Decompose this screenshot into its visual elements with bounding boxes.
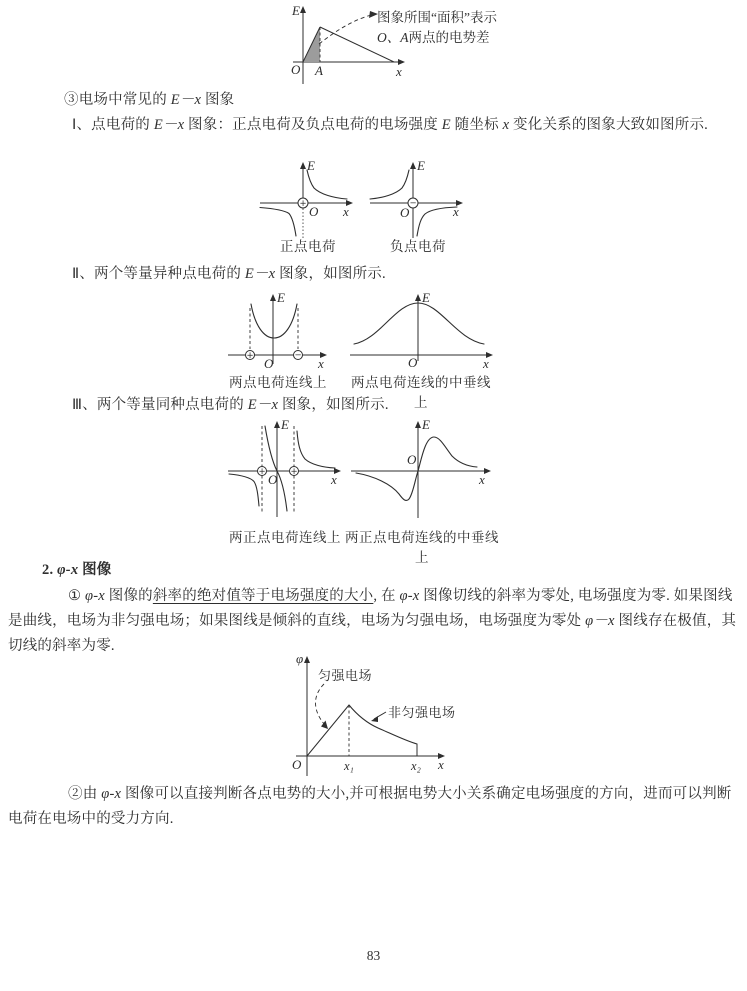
e-axis-arrow-icon: [300, 6, 306, 13]
axis-label-e: E: [281, 417, 289, 432]
origin-label: O: [268, 472, 278, 487]
curve-right-branch: [307, 170, 347, 199]
plus-sign: +: [290, 467, 298, 477]
heading-phi-x: 2. φ-x 图像: [42, 562, 112, 578]
figure-caption: 正点电荷: [280, 239, 336, 254]
curve-right-branch: [417, 207, 457, 236]
figure-caption: 两正点电荷连线上: [229, 530, 341, 545]
curve-between: [265, 426, 287, 511]
figure-like-charges-bisector: [346, 414, 498, 530]
phi-axis-arrow-icon: [304, 656, 310, 663]
origin-label: O: [408, 355, 418, 370]
origin-label: O: [264, 356, 274, 371]
axis-label-x: x: [331, 472, 337, 487]
axis-label-x: x: [318, 356, 324, 371]
x2-label: x₂: [411, 759, 421, 773]
axis-label-e: E: [277, 290, 285, 305]
figure-phi-x: [268, 648, 510, 782]
u-curve: [251, 304, 297, 338]
e-axis-arrow-icon: [410, 162, 416, 169]
axis-label-e: E: [422, 417, 430, 432]
uniform-field-line: [307, 705, 349, 756]
uniform-field-label: 匀强电场: [318, 668, 373, 683]
note-line2: O、A两点的电势差: [377, 30, 490, 45]
axis-label-e: E: [307, 158, 315, 173]
axis-label-x: x: [479, 472, 485, 487]
figure-caption: 两正点电荷连线的中垂线上: [345, 530, 499, 565]
underlined-rule: 斜率的绝对值等于电场强度的大小: [152, 588, 374, 604]
s-curve: [356, 437, 477, 501]
origin-label: O: [292, 757, 302, 772]
origin-label: O: [291, 62, 301, 77]
plus-sign: +: [258, 467, 266, 477]
para-unlike-charges: Ⅱ、两个等量异种点电荷的 E－x 图象，如图所示.: [72, 266, 386, 282]
axis-label-x: x: [396, 64, 402, 79]
para-phi-judge: ②由 φ-x 图像可以直接判断各点电势的大小,并可根据电势大小关系确定电场强度的方向，进而可以判断电荷在电场中的受力方向.: [8, 786, 732, 827]
axis-label-e: E: [292, 3, 300, 18]
uniform-label-arrow: [316, 684, 326, 725]
e-axis-arrow-icon: [274, 421, 280, 428]
para-phi-slope: ① φ-x 图像的斜率的绝对值等于电场强度的大小, 在 φ-x 图像切线的斜率为零处, 电场强度为零. 如果图线是曲线，电场为非匀强电场；如果图线是倾斜的直线，电场为匀强电场，电场强度为零处 φ－x 图线存在极值，其切线的斜率为零.: [8, 588, 737, 654]
minus-sign: −: [294, 350, 302, 361]
plus-sign: +: [299, 199, 307, 209]
minus-sign: −: [409, 198, 417, 209]
origin-label: O: [407, 452, 417, 467]
e-axis-arrow-icon: [415, 421, 421, 428]
figure-like-charges-line: [224, 414, 346, 530]
e-axis-arrow-icon: [300, 162, 306, 169]
para-like-charges: Ⅲ、两个等量同种点电荷的 E－x 图象，如图所示.: [72, 397, 389, 413]
axis-label-x: x: [343, 204, 349, 219]
bell-curve: [354, 303, 484, 344]
heading-ex-graphs: ③电场中常见的 E－x 图象: [64, 92, 235, 108]
figure-caption: 两点电荷连线的中垂线上: [351, 375, 491, 410]
note-line1: 图象所围“面积”表示: [377, 10, 497, 25]
annotation-arrow: [319, 15, 371, 44]
axis-label-phi: φ: [296, 651, 304, 666]
uniform-arrowhead-icon: [321, 721, 328, 730]
point-a-label: A: [315, 63, 323, 78]
nonuniform-field-label: 非匀强电场: [388, 705, 456, 720]
axis-label-x: x: [453, 204, 459, 219]
origin-label: O: [309, 204, 319, 219]
axis-label-e: E: [422, 290, 430, 305]
x-axis-arrow-icon: [484, 468, 491, 474]
nonuniform-arrowhead-icon: [371, 716, 378, 722]
e-axis-arrow-icon: [270, 294, 276, 301]
axis-label-x: x: [438, 757, 444, 772]
figure-caption: 负点电荷: [390, 239, 446, 254]
x1-label: x₁: [344, 759, 354, 773]
e-axis-arrow-icon: [415, 294, 421, 301]
para-point-charge: Ⅰ、点电荷的 E－x 图象：正点电荷及负点电荷的电场强度 E 随坐标 x 变化关系的图象大致如图所示.: [72, 117, 708, 133]
figure-caption: 两点电荷连线上: [229, 375, 327, 390]
area-figure-note: [377, 8, 497, 48]
curve-far-left: [229, 474, 259, 506]
curve-left-branch: [370, 170, 409, 199]
page-number: 83: [366, 948, 381, 963]
curve-left-branch: [260, 208, 296, 237]
curve-far-right: [297, 431, 335, 468]
plus-sign: +: [246, 351, 254, 361]
origin-label: O: [400, 205, 410, 220]
axis-label-e: E: [417, 158, 425, 173]
axis-label-x: x: [483, 356, 489, 371]
